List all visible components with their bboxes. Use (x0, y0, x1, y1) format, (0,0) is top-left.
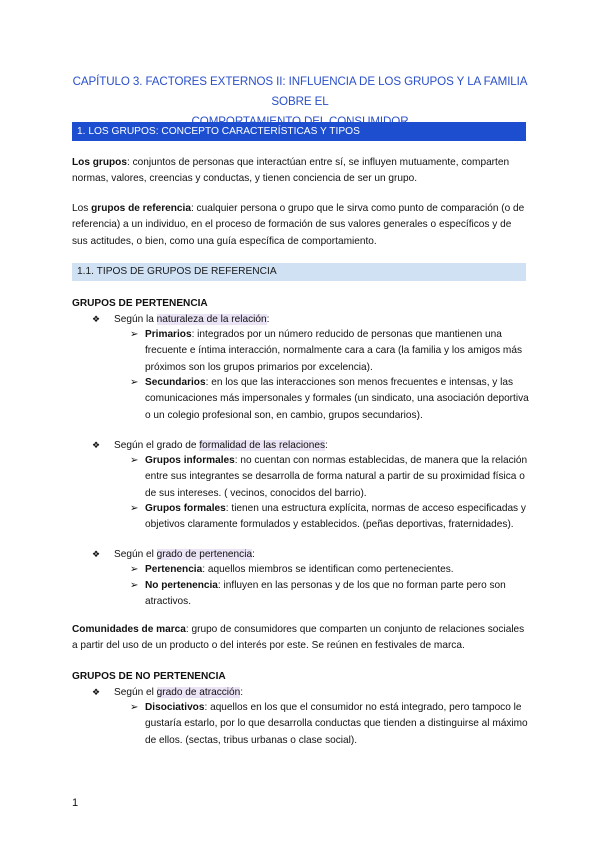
item-text: : aquellos en los que el consumidor no está integrado, pero tampoco le gustaría estarlo, por lo que desarrolla conductas que tienden a distinguirse al máximo de ellos. (sectas, tribus urbanas o clase social). (145, 702, 528, 746)
criterion-pertenencia (92, 546, 255, 563)
comunidades-definition (72, 622, 528, 655)
item-text: : influyen en las personas y de los que no forman parte pero son atractivos. (145, 580, 506, 608)
criterion-highlight: grado de atracción (156, 687, 241, 698)
arrow-bullet-icon: ➢ (130, 564, 139, 575)
item-term: Primarios (145, 329, 192, 340)
list-item-informales (130, 453, 530, 502)
diamond-bullet-icon: ❖ (92, 687, 101, 697)
item-text: : no cuentan con normas establecidas, de manera que la relación entre sus integrantes se desarrolla de forma natural a partir de su proximidad física o de sus intereses. ( vecinos, conocidos del barrio). (145, 455, 528, 499)
criterion-suffix: : (325, 440, 328, 451)
criterion-suffix: : (266, 314, 270, 325)
diamond-bullet-icon: ❖ (92, 314, 101, 324)
chapter-title-line-1: CAPÍTULO 3. FACTORES EXTERNOS II: INFLUENCIA DE LOS GRUPOS Y LA FAMILIA SOBRE EL (72, 75, 528, 108)
item-term: Disociativos (145, 702, 205, 713)
arrow-bullet-icon: ➢ (130, 329, 139, 340)
item-term: Secundarios (145, 377, 206, 388)
item-text: : tienen una estructura explícita, normas de acceso especificadas y objetivos claramente formulados y establecidos. (peñas deportivas, fraternidades). (145, 503, 526, 531)
page-number: 1 (72, 797, 79, 809)
criterion-prefix: Según la (114, 314, 157, 325)
referencia-definition (72, 201, 528, 250)
referencia-text: : cualquier persona o grupo que le sirva como punto de comparación (o de referencia) a un individuo, en el proceso de formación de sus valores generales o específicos y de sus actitudes, o bien, como una guía específica de comportamiento. (72, 203, 525, 247)
list-item-primarios (130, 327, 530, 376)
list-item-formales (130, 501, 530, 534)
item-text: : en los que las interacciones son menos frecuentes e intensas, y las comunicaciones más impersonales y formales (un sindicato, una asociación deportiva o un colegio profesional son, en cambio, grupos secundarios). (145, 377, 529, 421)
section-heading-1: 1. LOS GRUPOS: CONCEPTO CARACTERÍSTICAS Y TIPOS (72, 122, 526, 141)
item-term: Grupos informales (145, 455, 235, 466)
diamond-bullet-icon: ❖ (92, 440, 101, 450)
criterion-highlight: grado de pertenencia (156, 549, 253, 560)
arrow-bullet-icon: ➢ (130, 580, 139, 591)
list-item-pertenencia (130, 562, 530, 578)
criterion-suffix: : (240, 687, 244, 698)
criterion-prefix: Según el grado de (114, 440, 200, 451)
item-text: : integrados por un número reducido de personas que mantienen una frecuente e íntima interacción, normalmente cara a cara (la familia y los amigos más próximos son los grupos primarios por excelencia). (145, 329, 522, 373)
criterion-highlight: formalidad de las relaciones (199, 440, 325, 451)
arrow-bullet-icon: ➢ (130, 377, 139, 388)
criterion-formalidad (92, 437, 328, 454)
diamond-bullet-icon: ❖ (92, 549, 101, 559)
list-item-disociativos (130, 700, 530, 749)
item-text: : aquellos miembros se identifican como pertenecientes. (202, 564, 454, 575)
criterion-naturaleza (92, 311, 269, 328)
grupos-term: Los grupos (72, 157, 127, 168)
grupos-definition (72, 155, 528, 188)
referencia-term: grupos de referencia (91, 203, 191, 214)
item-term: Grupos formales (145, 503, 226, 514)
criterion-atraccion (92, 684, 243, 701)
arrow-bullet-icon: ➢ (130, 503, 139, 514)
referencia-prefix: Los (72, 203, 92, 214)
arrow-bullet-icon: ➢ (130, 702, 139, 713)
section-heading-1-1: 1.1. TIPOS DE GRUPOS DE REFERENCIA (72, 263, 526, 281)
item-term: Pertenencia (145, 564, 203, 575)
list-item-secundarios (130, 375, 530, 424)
item-term: No pertenencia (145, 580, 218, 591)
grupos-text: : conjuntos de personas que interactúan entre sí, se influyen mutuamente, comparten normas, valores, creencias y conductas, y tienen conciencia de ser un grupo. (72, 157, 510, 185)
arrow-bullet-icon: ➢ (130, 455, 139, 466)
criterion-suffix: : (252, 549, 255, 560)
comunidades-text: : grupo de consumidores que comparten un conjunto de relaciones sociales a partir del uso de un producto o del interés por este. Se reúnen en festivales de marca. (72, 624, 525, 652)
no-pertenencia-heading: GRUPOS DE NO PERTENENCIA (72, 671, 226, 682)
comunidades-term: Comunidades de marca (72, 624, 186, 635)
criterion-highlight: naturaleza de la relación (156, 314, 267, 325)
list-item-no-pertenencia (130, 578, 530, 611)
criterion-prefix: Según el (114, 549, 157, 560)
pertenencia-heading: GRUPOS DE PERTENENCIA (72, 298, 208, 309)
criterion-prefix: Según el (114, 687, 157, 698)
